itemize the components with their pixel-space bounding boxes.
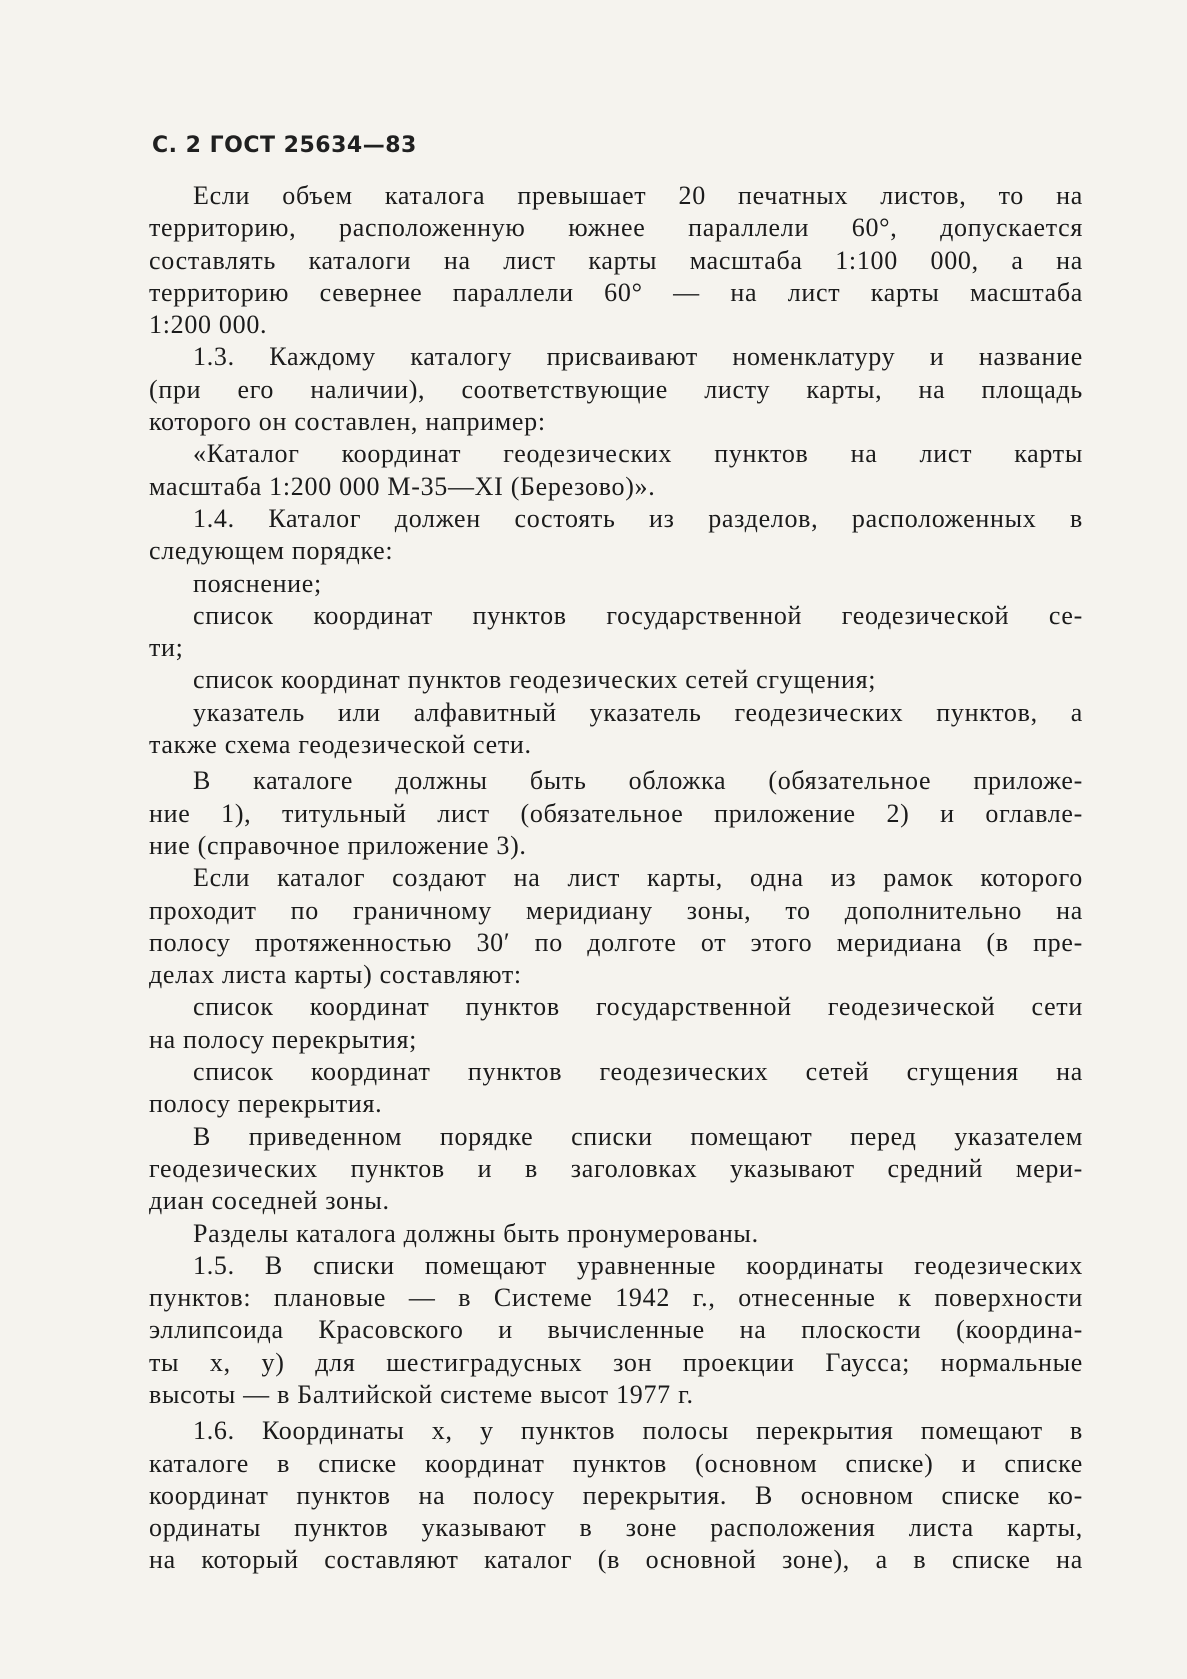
- text-line: ты x, y) для шестиградусных зон проекции Гаусса; нормальные: [149, 1347, 1083, 1377]
- text-line: «Каталог координат геодезических пунктов на лист карты: [193, 439, 1083, 469]
- text-line: В каталоге должны быть обложка (обязательное приложе-: [193, 766, 1083, 796]
- text-line: полосу перекрытия.: [149, 1089, 383, 1119]
- text-line: указатель или алфавитный указатель геодезических пунктов, а: [193, 697, 1083, 727]
- text-line: Разделы каталога должны быть пронумерованы.: [193, 1218, 759, 1248]
- text-line: 1.4. Каталог должен состоять из разделов, расположенных в: [193, 503, 1083, 533]
- text-line: пояснение;: [193, 568, 322, 598]
- text-line: ние (справочное приложение 3).: [149, 830, 527, 860]
- text-line: Если объем каталога превышает 20 печатных листов, то на: [193, 181, 1083, 210]
- text-line: также схема геодезической сети.: [149, 730, 532, 760]
- text-line: список координат пунктов государственной геодезической сети: [193, 992, 1083, 1022]
- text-line: геодезических пунктов и в заголовках указывают средний мери-: [149, 1153, 1083, 1183]
- text-line: диан соседней зоны.: [149, 1186, 390, 1216]
- text-line: на который составляют каталог (в основной зоне), а в списке на: [149, 1545, 1083, 1575]
- text-line: следующем порядке:: [149, 536, 394, 566]
- text-line: на полосу перекрытия;: [149, 1024, 418, 1054]
- text-line: которого он составлен, например:: [149, 407, 546, 437]
- text-line: пунктов: плановые — в Системе 1942 г., отнесенные к поверхности: [149, 1283, 1083, 1313]
- text-line: 1.5. В списки помещают уравненные координаты геодезических: [193, 1250, 1083, 1280]
- text-line: территорию севернее параллели 60° — на лист карты масштаба: [149, 277, 1083, 307]
- text-line: координат пунктов на полосу перекрытия. В основном списке ко-: [149, 1480, 1083, 1510]
- text-line: В приведенном порядке списки помещают перед указателем: [193, 1121, 1083, 1151]
- page-header: С. 2 ГОСТ 25634—83: [152, 133, 417, 158]
- text-line: масштаба 1:200 000 М-35—XI (Березово)».: [149, 471, 656, 501]
- text-line: проходит по граничному меридиану зоны, то дополнительно на: [149, 895, 1083, 925]
- text-line: делах листа карты) составляют:: [149, 960, 522, 990]
- text-line: (при его наличии), соответствующие листу карты, на площадь: [149, 374, 1083, 404]
- text-line: каталоге в списке координат пунктов (основном списке) и списке: [149, 1448, 1083, 1478]
- text-line: список координат пунктов геодезических сетей сгущения;: [193, 665, 877, 695]
- text-line: 1:200 000.: [149, 310, 268, 340]
- text-line: 1.3. Каждому каталогу присваивают номенклатуру и название: [193, 342, 1083, 372]
- text-line: территорию, расположенную южнее параллели 60°, допускается: [149, 213, 1083, 243]
- text-line: ординаты пунктов указывают в зоне расположения листа карты,: [149, 1513, 1083, 1543]
- text-line: ние 1), титульный лист (обязательное приложение 2) и оглавле-: [149, 798, 1083, 828]
- text-line: полосу протяженностью 30′ по долготе от этого меридиана (в пре-: [149, 927, 1083, 957]
- text-line: эллипсоида Красовского и вычисленные на плоскости (координа-: [149, 1315, 1083, 1345]
- text-line: 1.6. Координаты x, y пунктов полосы перекрытия помещают в: [193, 1416, 1083, 1446]
- text-line: высоты — в Балтийской системе высот 1977 г.: [149, 1379, 694, 1409]
- text-line: список координат пунктов государственной геодезической се-: [193, 600, 1083, 630]
- text-line: составлять каталоги на лист карты масштаба 1:100 000, а на: [149, 245, 1083, 275]
- text-line: ти;: [149, 633, 184, 663]
- text-line: список координат пунктов геодезических сетей сгущения на: [193, 1057, 1083, 1087]
- text-line: Если каталог создают на лист карты, одна из рамок которого: [193, 863, 1083, 893]
- body-text: [149, 180, 1083, 1577]
